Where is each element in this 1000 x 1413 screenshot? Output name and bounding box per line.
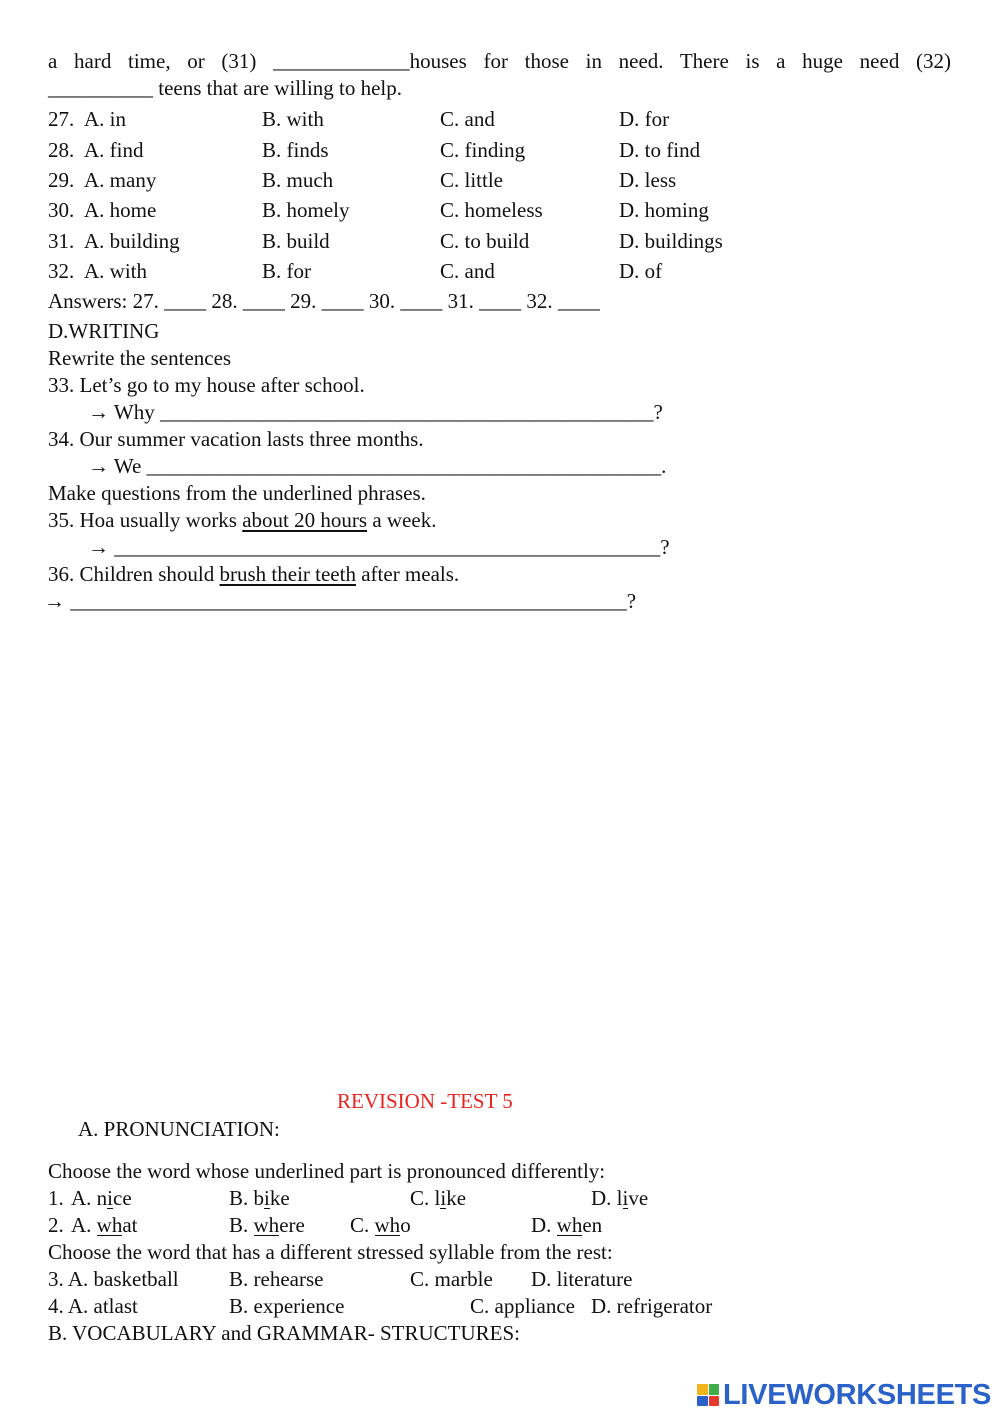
option-d[interactable]: D. buildings (619, 229, 723, 253)
option-c[interactable]: C. appliance (470, 1294, 575, 1318)
rewrite-instruction: Rewrite the sentences (48, 346, 232, 370)
option-c[interactable]: C. homeless (440, 198, 543, 222)
option-b[interactable]: B. finds (262, 138, 329, 162)
option-a[interactable]: A. with (84, 259, 147, 283)
option-a[interactable]: 3. A. basketball (48, 1267, 179, 1291)
answer-36-field[interactable]: → _____________________________________________________? (44, 589, 637, 613)
option-a[interactable]: A. many (84, 168, 157, 192)
question-number: 29. (48, 168, 75, 192)
option-d[interactable]: D. for (619, 107, 670, 131)
option-c[interactable]: C. and (440, 259, 495, 283)
logo-text: LIVEWORKSHEETS (723, 1378, 992, 1411)
liveworksheets-logo (697, 1380, 991, 1410)
question-number: 31. (48, 229, 75, 253)
question-number: 30. (48, 198, 75, 222)
option-d[interactable]: D. less (619, 168, 677, 192)
passage-line-2: __________ teens that are willing to help. (48, 76, 403, 100)
option-b[interactable]: B. where (229, 1213, 305, 1237)
option-c[interactable]: C. who (350, 1213, 411, 1237)
option-b[interactable]: B. rehearse (229, 1267, 324, 1291)
option-a[interactable]: 4. A. atlast (48, 1294, 138, 1318)
stress-instruction: Choose the word that has a different stressed syllable from the rest: (48, 1240, 613, 1264)
question-number: 32. (48, 259, 75, 283)
option-a[interactable]: A. nice (71, 1186, 132, 1210)
question-number: 27. (48, 107, 75, 131)
option-c[interactable]: C. like (410, 1186, 467, 1210)
option-b[interactable]: B. much (262, 168, 334, 192)
underlined-phrase: about 20 hours (242, 508, 368, 532)
question-33: 33. Let’s go to my house after school. (48, 373, 365, 397)
option-a[interactable]: A. building (84, 229, 180, 253)
answer-34-field[interactable]: → We _________________________________________________. (88, 454, 667, 478)
option-c[interactable]: C. little (440, 168, 503, 192)
logo-icon (697, 1384, 719, 1406)
pronunciation-instruction: Choose the word whose underlined part is pronounced differently: (48, 1159, 606, 1183)
answers-line[interactable]: Answers: 27. ____ 28. ____ 29. ____ 30. ____ 31. ____ 32. ____ (48, 289, 600, 313)
question-instruction: Make questions from the underlined phrases. (48, 481, 426, 505)
question-34: 34. Our summer vacation lasts three months. (48, 427, 424, 451)
option-d[interactable]: D. to find (619, 138, 701, 162)
passage-line-1: a hard time, or (31) _____________houses for those in need. There is a huge need (32) (48, 49, 951, 73)
underlined-phrase: brush their teeth (219, 562, 356, 586)
option-d[interactable]: D. of (619, 259, 663, 283)
option-a[interactable]: A. find (84, 138, 144, 162)
option-c[interactable]: C. marble (410, 1267, 493, 1291)
option-c[interactable]: C. and (440, 107, 495, 131)
option-a[interactable]: A. home (84, 198, 157, 222)
option-b[interactable]: B. for (262, 259, 311, 283)
answer-33-field[interactable]: → Why _______________________________________________? (88, 400, 663, 424)
option-b[interactable]: B. homely (262, 198, 350, 222)
answer-35-field[interactable]: → ____________________________________________________? (88, 535, 670, 559)
option-d[interactable]: D. when (531, 1213, 603, 1237)
option-d[interactable]: D. homing (619, 198, 709, 222)
option-a[interactable]: A. in (84, 107, 126, 131)
option-b[interactable]: B. build (262, 229, 330, 253)
question-number: 2. (48, 1213, 64, 1237)
question-36: 36. Children should brush their teeth after meals. (48, 562, 460, 586)
question-35: 35. Hoa usually works about 20 hours a week. (48, 508, 437, 532)
option-a[interactable]: A. what (71, 1213, 138, 1237)
question-number: 28. (48, 138, 75, 162)
question-number: 1. (48, 1186, 64, 1210)
option-d[interactable]: D. live (591, 1186, 649, 1210)
writing-heading: D.WRITING (48, 319, 160, 343)
option-c[interactable]: C. finding (440, 138, 526, 162)
option-d[interactable]: D. refrigerator (591, 1294, 713, 1318)
section-pronunciation: A. PRONUNCIATION: (78, 1117, 280, 1141)
test-title: REVISION -TEST 5 (337, 1089, 513, 1113)
option-d[interactable]: D. literature (531, 1267, 633, 1291)
option-c[interactable]: C. to build (440, 229, 530, 253)
option-b[interactable]: B. experience (229, 1294, 345, 1318)
option-b[interactable]: B. bike (229, 1186, 290, 1210)
section-vocabulary: B. VOCABULARY and GRAMMAR- STRUCTURES: (48, 1321, 520, 1345)
option-b[interactable]: B. with (262, 107, 324, 131)
